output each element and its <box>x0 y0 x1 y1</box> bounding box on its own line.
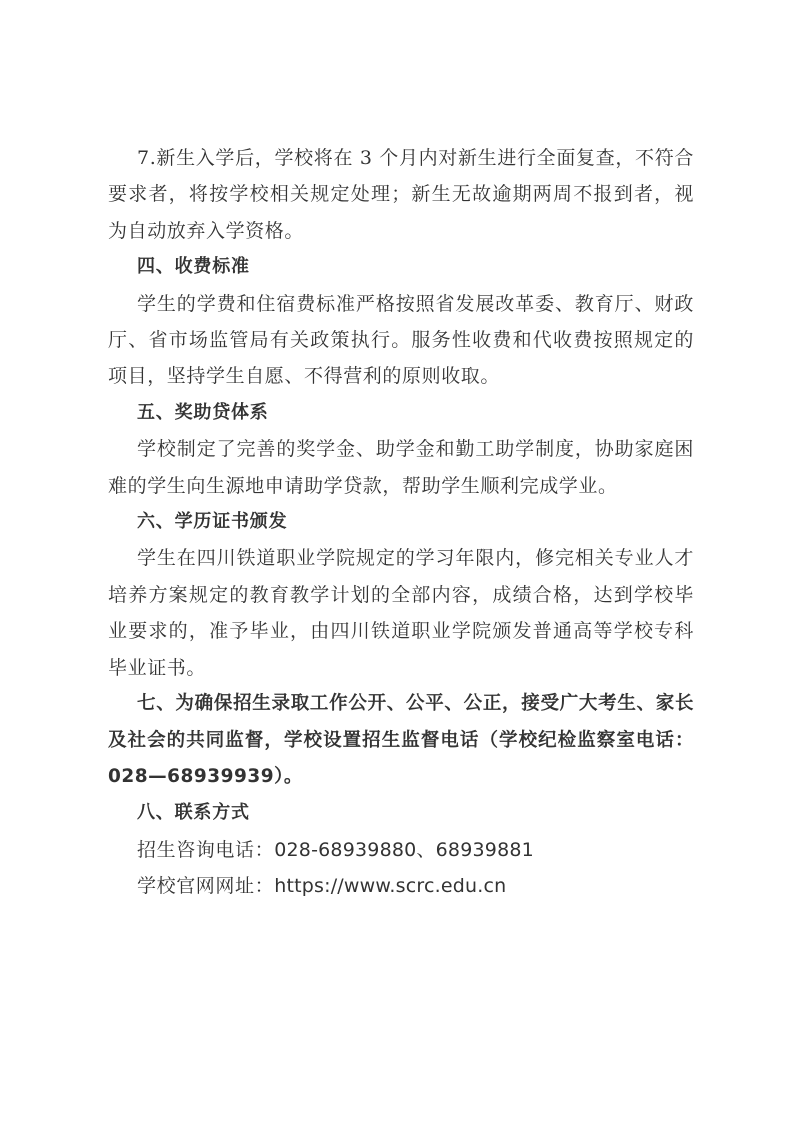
heading-financial-aid: 五、奖助贷体系 <box>137 401 269 423</box>
paragraph-fee-standard: 学生的学费和住宿费标准严格按照省发展改革委、教育厅、财政厅、省市场监管局有关政策执行。服务性收费和代收费按照规定的项目，坚持学生自愿、不得营利的原则收取。 <box>108 292 694 388</box>
contact-phone-value: 028-68939880、68939881 <box>274 838 534 861</box>
contact-website-line <box>108 868 694 904</box>
contact-phone-label: 招生咨询电话： <box>137 838 275 861</box>
paragraph-new-student-review: 7.新生入学后，学校将在 3 个月内对新生进行全面复查，不符合要求者，将按学校相关规定处理；新生无故逾期两周不报到者，视为自动放弃入学资格。 <box>108 147 694 242</box>
paragraph-supervision-hotline: 七、为确保招生录取工作公开、公平、公正，接受广大考生、家长及社会的共同监督，学校设置招生监督电话（学校纪检监察室电话：028—68939939）。 <box>108 693 694 787</box>
contact-website-link[interactable]: https://www.scrc.edu.cn <box>274 875 507 898</box>
contact-website-label: 学校官网网址： <box>137 875 275 898</box>
paragraph-diploma: 学生在四川铁道职业学院规定的学习年限内，修完相关专业人才培养方案规定的教育教学计划的全部内容，成绩合格，达到学校毕业要求的，准予毕业，由四川铁道职业学院颁发普通高等学校专科毕业证书。 <box>108 547 694 679</box>
contact-phone-line <box>108 832 694 868</box>
heading-fee-standard: 四、收费标准 <box>137 256 250 278</box>
heading-diploma: 六、学历证书颁发 <box>137 511 288 533</box>
paragraph-financial-aid: 学校制定了完善的奖学金、助学金和勤工助学制度，协助家庭困难的学生向生源地申请助学贷款，帮助学生顺利完成学业。 <box>108 438 694 497</box>
heading-contact: 八、联系方式 <box>137 802 250 824</box>
document-page <box>108 140 694 905</box>
